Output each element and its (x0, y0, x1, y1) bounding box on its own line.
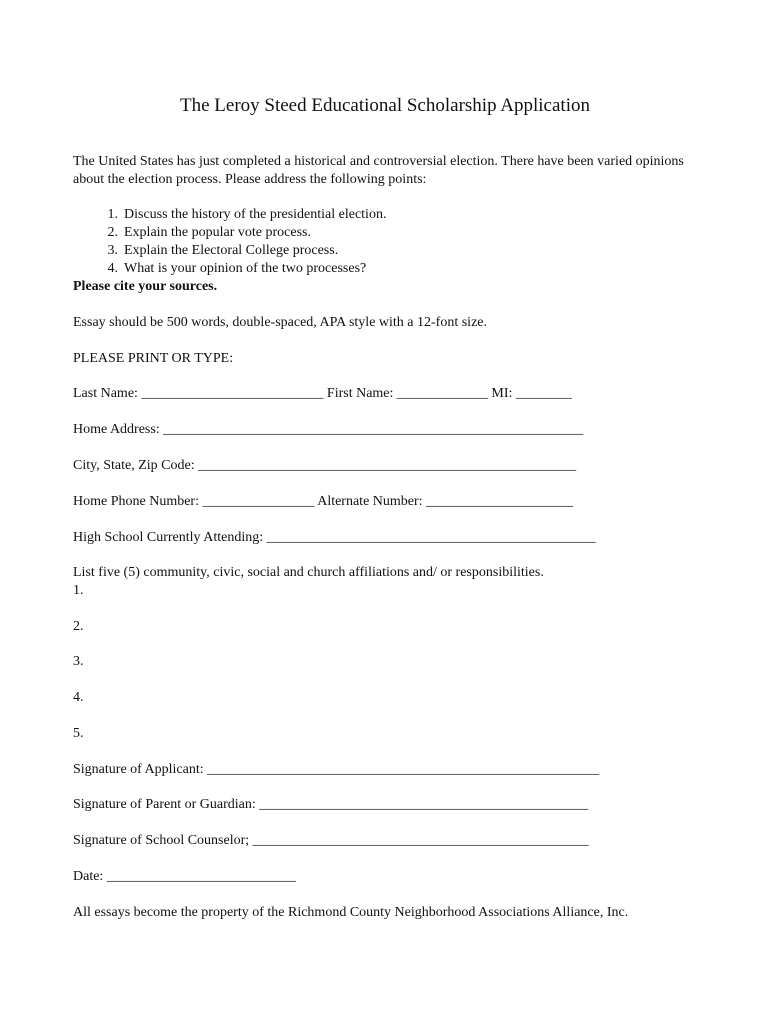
affiliation-item-4[interactable]: 4. (73, 690, 84, 705)
affiliation-item-3[interactable]: 3. (73, 654, 84, 669)
list-item: 2. Explain the popular vote process. (107, 225, 312, 240)
intro-paragraph: The United States has just completed a historical and controversial election. There have been varied opinions about the election process. Please address the following points: (73, 154, 684, 187)
essay-requirements: Essay should be 500 words, double-spaced, APA style with a 12-font size. (73, 315, 487, 330)
affiliation-item-2[interactable]: 2. (73, 619, 84, 634)
essay-points-list (73, 206, 386, 278)
list-item: 1. Discuss the history of the presidential election. (107, 207, 387, 222)
print-or-type-label: PLEASE PRINT OR TYPE: (73, 351, 234, 366)
affiliations-prompt: List five (5) community, civic, social and church affiliations and/ or responsibilities. (73, 565, 544, 580)
counselor-signature-field[interactable]: Signature of School Counselor; ________________________________________________ (73, 833, 589, 848)
list-item: 3. Explain the Electoral College process. (107, 243, 339, 258)
name-field-line[interactable]: Last Name: __________________________ First Name: _____________ MI: ________ (73, 386, 572, 401)
applicant-signature-field[interactable]: Signature of Applicant: ________________________________________________________ (73, 762, 600, 777)
date-field[interactable]: Date: ___________________________ (73, 869, 296, 884)
parent-signature-field[interactable]: Signature of Parent or Guardian: _______________________________________________ (73, 797, 589, 812)
high-school-field[interactable]: High School Currently Attending: _______________________________________________ (73, 530, 596, 545)
affiliation-item-5[interactable]: 5. (73, 726, 84, 741)
property-footer-note: All essays become the property of the Richmond County Neighborhood Associations Alliance, Inc. (73, 905, 629, 920)
affiliation-item-1[interactable]: 1. (73, 583, 84, 598)
page-title: The Leroy Steed Educational Scholarship Application (180, 95, 590, 116)
phone-numbers-field[interactable]: Home Phone Number: ________________ Alternate Number: _____________________ (73, 494, 574, 509)
list-item: 4. What is your opinion of the two processes? (107, 261, 367, 276)
cite-sources-note: Please cite your sources. (73, 279, 218, 294)
home-address-field[interactable]: Home Address: ____________________________________________________________ (73, 422, 584, 437)
city-state-zip-field[interactable]: City, State, Zip Code: ______________________________________________________ (73, 458, 577, 473)
